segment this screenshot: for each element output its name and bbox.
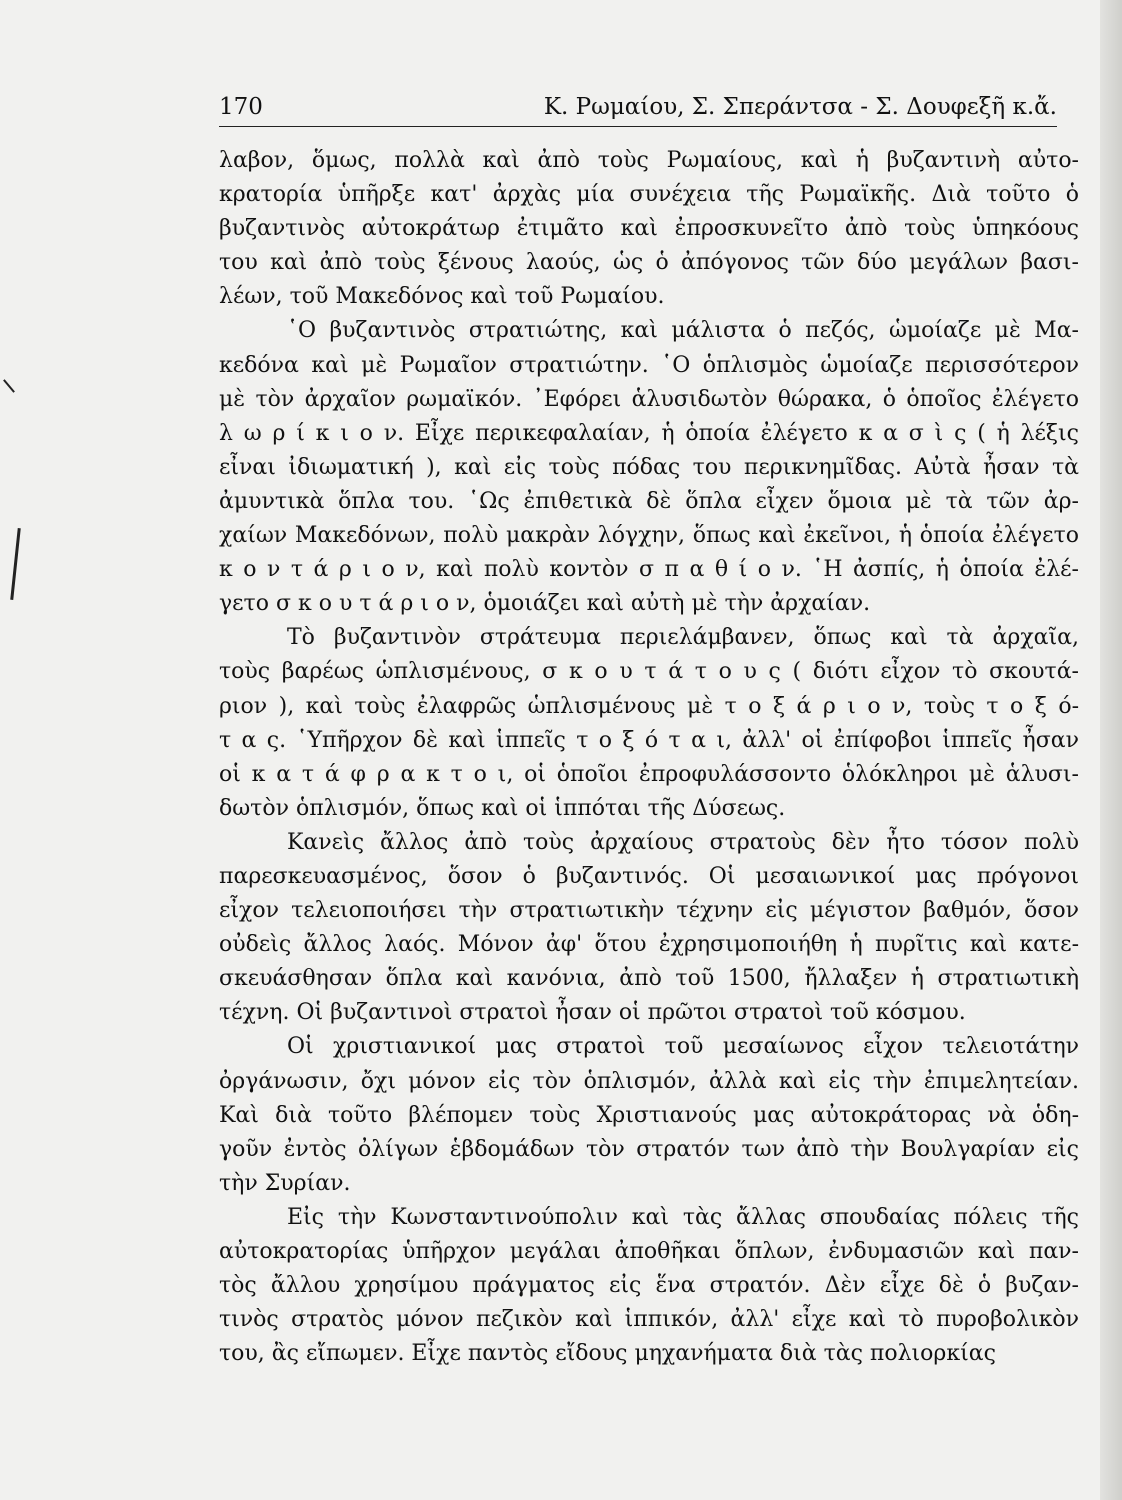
margin-mark: [10, 528, 21, 600]
text-line: σκευάσθησαν ὅπλα καὶ κανόνια, ἀπὸ τοῦ 1500, ἤλλαξεν ἡ στρατιωτικὴ: [219, 966, 1079, 992]
text-line: Τὸ βυζαντινὸν στράτευμα περιελάμβανεν, ὅπως καὶ τὰ ἀρχαῖα,: [287, 625, 1079, 651]
text-line: γοῦν ἐντὸς ὀλίγων ἑβδομάδων τὸν στρατόν των ἀπὸ τὴν Βουλγαρίαν εἰς: [219, 1136, 1079, 1162]
text-line: λέων, τοῦ Μακεδόνος καὶ τοῦ Ρωμαίου.: [219, 284, 665, 310]
text-line: δωτὸν ὁπλισμόν, ὅπως καὶ οἱ ἱππόται τῆς Δύσεως.: [219, 795, 786, 821]
text-line: τινὸς στρατὸς μόνον πεζικὸν καὶ ἱππικόν, ἀλλ' εἶχε καὶ τὸ πυροβολικὸν: [219, 1307, 1079, 1333]
text-line: Καὶ διὰ τοῦτο βλέπομεν τοὺς Χριστιανούς μας αὐτοκράτορας νὰ ὁδη-: [219, 1102, 1079, 1128]
text-line: ριον ), καὶ τοὺς ἐλαφρῶς ὡπλισμένους μὲ τ ο ξ ά ρ ι ο ν, τοὺς τ ο ξ ό-: [219, 693, 1079, 719]
text-line: λ ω ρ ί κ ι ο ν. Εἶχε περικεφαλαίαν, ἡ ὁποία ἐλέγετο κ α σ ὶ ς ( ἡ λέξις: [219, 420, 1079, 446]
text-line: εἶναι ἰδιωματική ), καὶ εἰς τοὺς πόδας του περικνημῖδας. Αὐτὰ ἦσαν τὰ: [219, 454, 1079, 480]
text-line: αὐτοκρατορίας ὑπῆρχον μεγάλαι ἀποθῆκαι ὅπλων, ἐνδυμασιῶν καὶ παν-: [219, 1239, 1079, 1264]
text-line: βυζαντινὸς αὐτοκράτωρ ἐτιμᾶτο καὶ ἐπροσκυνεῖτο ἀπὸ τοὺς ὑπηκόους: [219, 216, 1079, 242]
body-text: [219, 144, 1079, 1371]
text-line: Οἱ χριστιανικοί μας στρατοὶ τοῦ μεσαίωνος εἶχον τελειοτάτην: [287, 1034, 1079, 1060]
text-line: τὸς ἄλλου χρησίμου πράγματος εἰς ἕνα στρατόν. Δὲν εἶχε δὲ ὁ βυζαν-: [219, 1273, 1079, 1299]
text-line: ὀργάνωσιν, ὄχι μόνον εἰς τὸν ὁπλισμόν, ἀλλὰ καὶ εἰς τὴν ἐπιμελητείαν.: [219, 1068, 1079, 1094]
text-line: εἶχον τελειοποιήσει τὴν στρατιωτικὴν τέχνην εἰς μέγιστον βαθμόν, ὅσον: [219, 898, 1079, 924]
text-line: κρατορία ὑπῆρξε κατ' ἀρχὰς μία συνέχεια τῆς Ρωμαϊκῆς. Διὰ τοῦτο ὁ: [219, 182, 1079, 208]
text-line: κ ο ν τ ά ρ ι ο ν, καὶ πολὺ κοντὸν σ π α θ ί ο ν. ῾Η ἀσπίς, ἡ ὁποία ἐλέ-: [219, 557, 1079, 583]
text-line: Κανεὶς ἄλλος ἀπὸ τοὺς ἀρχαίους στρατοὺς δὲν ἦτο τόσον πολὺ: [287, 829, 1079, 855]
text-line: κεδόνα καὶ μὲ Ρωμαῖον στρατιώτην. ῾Ο ὁπλισμὸς ὡμοίαζε περισσότερον: [219, 352, 1079, 378]
text-line: οὐδεὶς ἄλλος λαός. Μόνον ἀφ' ὅτου ἐχρησιμοποιήθη ἡ πυρῖτις καὶ κατε-: [219, 932, 1079, 958]
page-edge: [1100, 0, 1122, 1500]
running-title: Κ. Ρωμαίου, Σ. Σπεράντσα - Σ. Δουφεξῆ κ.ἄ.: [543, 94, 1057, 120]
margin-mark: [3, 379, 15, 393]
text-line: λαβον, ὅμως, πολλὰ καὶ ἀπὸ τοὺς Ρωμαίους, καὶ ἡ βυζαντινὴ αὐτο-: [219, 148, 1079, 173]
text-line: του, ἂς εἴπωμεν. Εἶχε παντὸς εἴδους μηχανήματα διὰ τὰς πολιορκίας: [219, 1341, 996, 1367]
text-line: τέχνη. Οἱ βυζαντινοὶ στρατοὶ ἦσαν οἱ πρῶτοι στρατοὶ τοῦ κόσμου.: [219, 1000, 966, 1026]
text-line: τὴν Συρίαν.: [219, 1170, 351, 1196]
text-line: τ α ς. ῾Υπῆρχον δὲ καὶ ἱππεῖς τ ο ξ ό τ α ι, ἀλλ' οἱ ἐπίφοβοι ἱππεῖς ἦσαν: [219, 727, 1079, 753]
text-line: του καὶ ἀπὸ τοὺς ξένους λαούς, ὡς ὁ ἀπόγονος τῶν δύο μεγάλων βασι-: [219, 250, 1079, 276]
text-line: ῾Ο βυζαντινὸς στρατιώτης, καὶ μάλιστα ὁ πεζός, ὡμοίαζε μὲ Μα-: [287, 318, 1079, 344]
page-header: [219, 92, 1057, 127]
text-line: γετο σ κ ο υ τ ά ρ ι ο ν, ὁμοιάζει καὶ αὐτὴ μὲ τὴν ἀρχαίαν.: [219, 591, 871, 617]
text-line: οἱ κ α τ ά φ ρ α κ τ ο ι, οἱ ὁποῖοι ἐπροφυλάσσοντο ὁλόκληροι μὲ ἁλυσι-: [219, 761, 1079, 787]
text-line: χαίων Μακεδόνων, πολὺ μακρὰν λόγχην, ὅπως καὶ ἐκεῖνοι, ἡ ὁποία ἐλέγετο: [219, 523, 1079, 549]
text-line: μὲ τὸν ἀρχαῖον ρωμαϊκόν. ᾿Εφόρει ἁλυσιδωτὸν θώρακα, ὁ ὁποῖος ἐλέγετο: [219, 386, 1079, 412]
text-line: ἀμυντικὰ ὅπλα του. ῾Ως ἐπιθετικὰ δὲ ὅπλα εἶχεν ὅμοια μὲ τὰ τῶν ἀρ-: [219, 488, 1079, 514]
text-line: παρεσκευασμένος, ὅσον ὁ βυζαντινός. Οἱ μεσαιωνικοί μας πρόγονοι: [219, 863, 1079, 889]
text-line: Εἰς τὴν Κωνσταντινούπολιν καὶ τὰς ἄλλας σπουδαίας πόλεις τῆς: [287, 1204, 1079, 1230]
page-number: 170: [219, 94, 263, 120]
text-line: τοὺς βαρέως ὡπλισμένους, σ κ ο υ τ ά τ ο υ ς ( διότι εἶχον τὸ σκουτά-: [219, 659, 1079, 685]
